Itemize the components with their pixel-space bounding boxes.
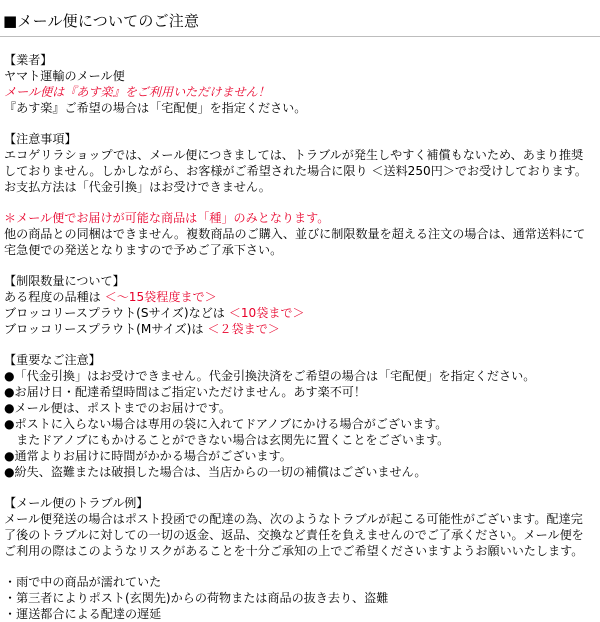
important-item: またドアノブにもかけることができない場合は玄関先に置くことをございます。 <box>4 433 450 447</box>
limits-heading: 【制限数量について】 <box>4 274 125 288</box>
limit-label: ブロッコリースプラウト(Mサイズ)は <box>4 322 208 336</box>
important-heading: 【重要なご注意】 <box>4 353 101 367</box>
asuraku-warning: メール便は『あす楽』をご利用いただけません！ <box>4 85 270 99</box>
important-item: ●メール便は、ポストまでのお届けです。 <box>4 401 232 415</box>
payment-note: お支払方法は「代金引換」はお受けできません。 <box>4 180 271 194</box>
title-divider <box>0 36 600 37</box>
important-item: ●ポストに入らない場合は専用の袋に入れてドアノブにかける場合がございます。 <box>4 417 448 431</box>
important-item: ●お届け日・配達希望時間はご指定いただけません。あす楽不可！ <box>4 385 366 399</box>
bundling-note: 他の商品との同梱はできません。複数商品のご購入、並びに制限数量を超える注文の場合は、通常送料にて宅急便での発送となりますので予めご了承下さい。 <box>4 227 586 257</box>
important-item: ●紛失、盗難または破損した場合は、当店からの一切の補償はございません。 <box>4 465 427 479</box>
trouble-item: ・第三者によりポスト(玄関先)からの荷物または商品の抜き去り、盗難 <box>4 591 389 605</box>
seeds-only-warning: ＊メール便でお届けが可能な商品は「種」のみとなります。 <box>4 211 330 225</box>
limit-label: ブロッコリースプラウト(Sサイズ)などは <box>4 306 229 320</box>
vendor-name: ヤマト運輸のメール便 <box>4 69 125 83</box>
page-title: ■メール便についてのご注意 <box>3 12 200 30</box>
notes-paragraph: エコゲリラショップでは、メール便につきましては、トラブルが発生しやすく補償もないため、あまり推奨しておりません。しかしながら、お客様がご希望された場合に限り ＜送料250円＞でお受けしております。 <box>4 148 587 178</box>
limit-row-sprout-m <box>4 321 594 337</box>
limit-label: ある程度の品種は <box>4 290 105 304</box>
limit-row-sprout-s <box>4 305 594 321</box>
asuraku-instruction: 『あす楽』ご希望の場合は「宅配便」を指定ください。 <box>4 101 307 115</box>
limit-value: ＜～15袋程度まで＞ <box>104 290 217 304</box>
troubles-paragraph: メール便発送の場合はポスト投函での配達の為、次のようなトラブルが起こる可能性がございます。配達完了後のトラブルに対しての一切の返金、返品、交換など責任を負えませんのでご了承ください。メール便をご利用の際はこのようなリスクがあることを十分ご承知の上でご希望くださいますようお願いいたします。 <box>4 512 584 558</box>
trouble-item: ・雨で中の商品が濡れていた <box>4 575 162 589</box>
important-item: ●「代金引換」はお受けできません。代金引換決済をご希望の場合は「宅配便」を指定ください。 <box>4 369 536 383</box>
vendor-heading: 【業者】 <box>4 53 53 67</box>
troubles-heading: 【メール便のトラブル例】 <box>4 496 149 510</box>
notes-heading: 【注意事項】 <box>4 132 77 146</box>
important-item: ●通常よりお届けに時間がかかる場合がございます。 <box>4 449 292 463</box>
trouble-item: ・運送都合による配達の遅延 <box>4 607 162 621</box>
limit-row-general <box>4 289 594 305</box>
limit-value: ＜２袋まで＞ <box>207 322 280 336</box>
limit-value: ＜10袋まで＞ <box>228 306 305 320</box>
notice-body <box>4 52 594 622</box>
